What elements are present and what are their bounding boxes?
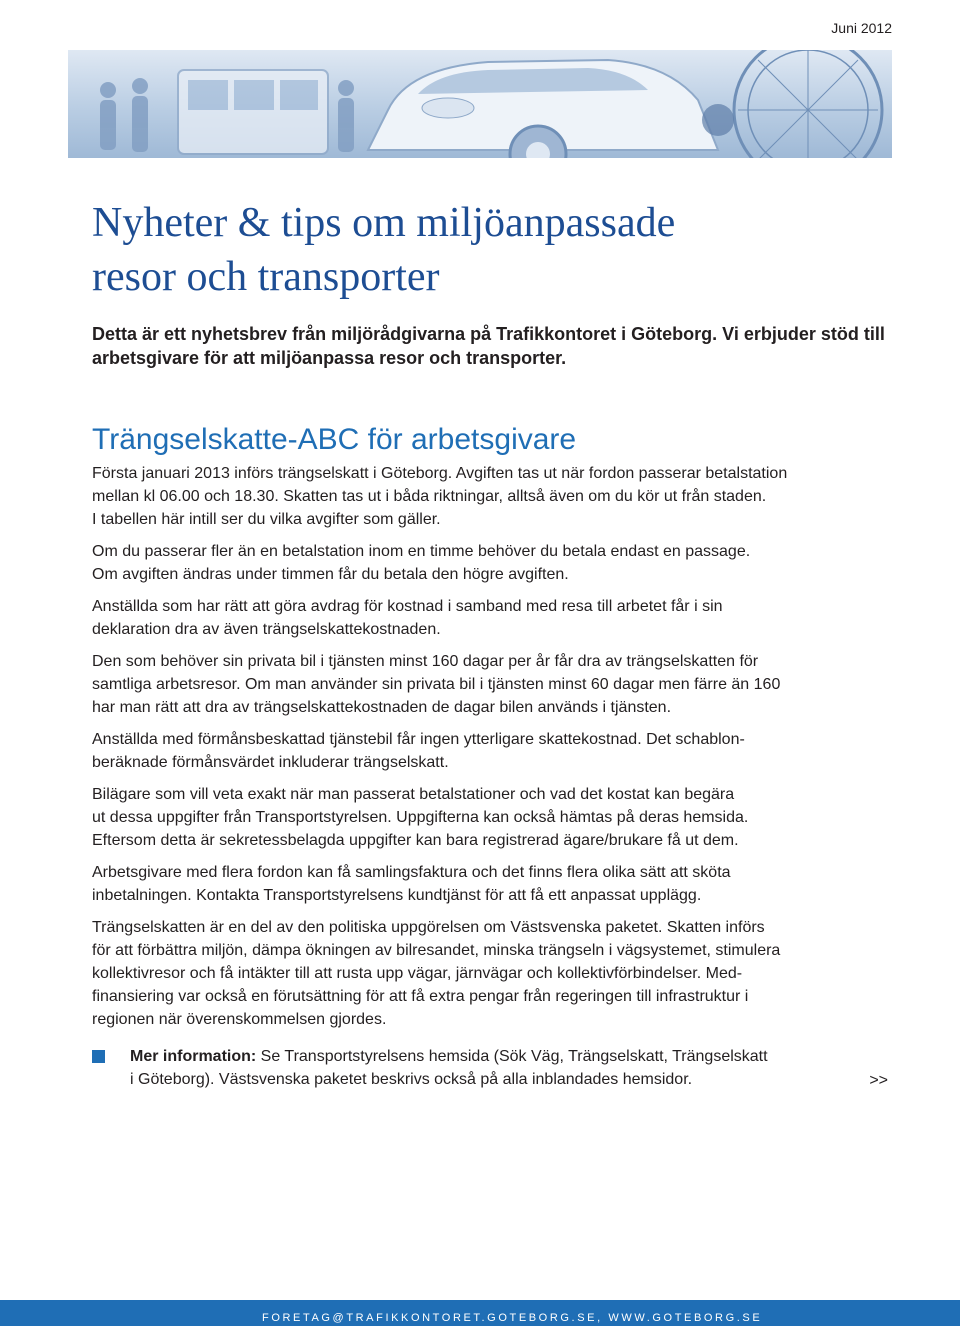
paragraph: Trängselskatten är en del av den politiska uppgörelsen om Västsvenska paketet. Skatten införs för att förbättra miljön, dämpa ökningen av bilresandet, minska trängseln i vägsystemet, stimulera kollektivresor och få intäkter till att rusta upp vägar, järnvägar och kollektivförbindelser. Med- finansiering var också en förutsättning för att få extra pengar från regeringen till infrastruktur i regionen när överenskommelsen gjordes. (92, 919, 781, 1028)
more-information-label: Mer information: (130, 1048, 257, 1065)
paragraph: Arbetsgivare med flera fordon kan få samlingsfaktura och det finns flera olika sätt att sköta inbetalningen. Kontakta Transportstyrelsens kundtjänst för att få ett anpassat upplägg. (92, 864, 731, 904)
more-information-body: Se Transportstyrelsens hemsida (Sök Väg, Trängselskatt, Trängselskatt i Göteborg). Västsvenska paketet beskrivs också på alla inblandades hemsidor. (130, 1048, 768, 1088)
more-information-text (130, 1045, 862, 1091)
header-banner-image (68, 50, 892, 158)
issue-date: Juni 2012 (831, 20, 892, 36)
more-information-box (92, 1045, 862, 1091)
paragraph: Anställda med förmånsbeskattad tjänstebil får ingen ytterligare skattekostnad. Det schablon- beräknade förmånsvärdet inkluderar trängselskatt. (92, 731, 745, 771)
banner-illustration (68, 50, 892, 158)
paragraph: Första januari 2013 införs trängselskatt i Göteborg. Avgiften tas ut när fordon passerar betalstation mellan kl 06.00 och 18.30. Skatten tas ut i båda riktningar, alltså även om du kör ut från staden. I tabellen här intill ser du vilka avgifter som gäller. (92, 465, 788, 528)
title-line-1: Nyheter & tips om miljöanpassade (92, 200, 676, 246)
paragraph: Bilägare som vill veta exakt när man passerat betalstationer och vad det kostat kan begära ut dessa uppgifter från Transportstyrelsen. Uppgifterna kan också hämtas på deras hemsida. Eftersom detta är sekretessbelagda uppgifter kan bara registrerad ägare/brukare få ut dem. (92, 786, 749, 849)
article-body (92, 462, 882, 1040)
section-heading: Trängselskatte-ABC för arbetsgivare (92, 423, 577, 456)
title-line-2: resor och transporter (92, 254, 440, 300)
footer-bar (0, 1300, 960, 1326)
newsletter-title (92, 196, 872, 304)
paragraph: Den som behöver sin privata bil i tjänsten minst 160 dagar per år får dra av trängselskatten för samtliga arbetsresor. Om man använder sin privata bil i tjänsten minst 60 dagar men färre än 160 har man rätt att dra av trängselskattekostnaden de dagar bilen används i tjänsten. (92, 653, 781, 716)
square-bullet-icon (92, 1050, 105, 1063)
paragraph: Om du passerar fler än en betalstation inom en timme behöver du betala endast en passage. Om avgiften ändras under timmen får du betala den högre avgiften. (92, 543, 751, 583)
footer-contact: FORETAG@TRAFIKKONTORET.GOTEBORG.SE, WWW.GOTEBORG.SE (262, 1312, 763, 1324)
continue-marker: >> (869, 1072, 888, 1089)
intro-paragraph: Detta är ett nyhetsbrev från miljörådgivarna på Trafikkontoret i Göteborg. Vi erbjuder stöd till arbetsgivare för att miljöanpassa resor och transporter. (92, 324, 885, 368)
paragraph: Anställda som har rätt att göra avdrag för kostnad i samband med resa till arbetet får i sin deklaration dra av även trängselskattekostnaden. (92, 598, 723, 638)
